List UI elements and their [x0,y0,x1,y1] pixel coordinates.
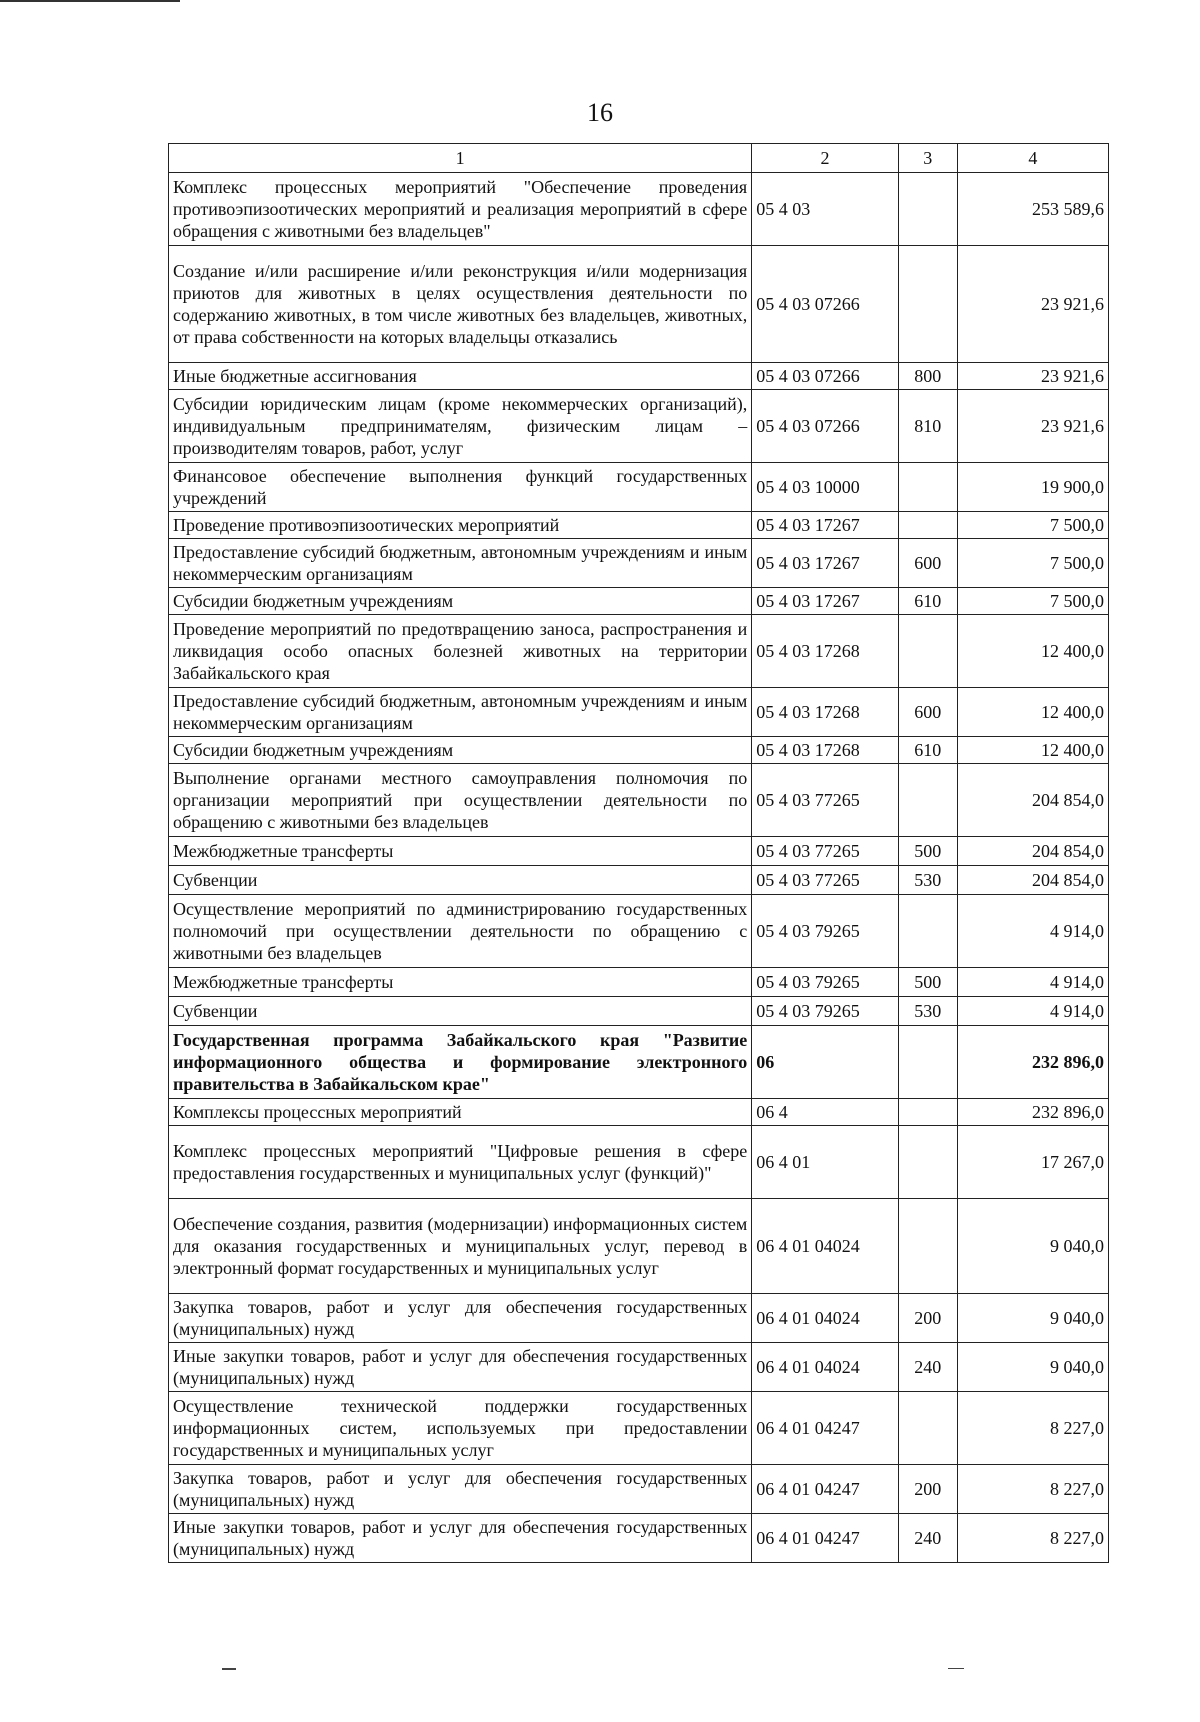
row-amount: 253 589,6 [957,173,1108,246]
row-code: 05 4 03 77265 [752,866,899,895]
row-name: Государственная программа Забайкальского края "Развитие информационного общества и формирование электронного правительства в Забайкальском крае" [169,1026,752,1099]
budget-table [168,143,1109,1563]
footer-dash-right [948,1668,964,1669]
table-row [169,837,1109,866]
row-name: Предоставление субсидий бюджетным, автономным учреждениям и иным некоммерческим организациям [169,688,752,737]
row-code: 05 4 03 79265 [752,895,899,968]
table-row [169,512,1109,539]
row-code: 05 4 03 07266 [752,246,899,363]
row-type: 240 [898,1514,957,1563]
row-amount: 23 921,6 [957,390,1108,463]
column-header: 3 [898,144,957,173]
row-type [898,1392,957,1465]
row-amount: 8 227,0 [957,1465,1108,1514]
row-code: 05 4 03 07266 [752,390,899,463]
column-header: 4 [957,144,1108,173]
row-name: Субвенции [169,997,752,1026]
table-row [169,1199,1109,1294]
row-code: 05 4 03 17267 [752,539,899,588]
row-name: Комплекс процессных мероприятий "Обеспечение проведения противоэпизоотических мероприятий и реализация мероприятий в сфере обращения с животными без владельцев" [169,173,752,246]
row-code: 06 4 01 04247 [752,1514,899,1563]
table-row [169,463,1109,512]
row-code: 05 4 03 17268 [752,615,899,688]
column-header: 1 [169,144,752,173]
table-row [169,997,1109,1026]
table-row [169,1343,1109,1392]
row-amount: 7 500,0 [957,588,1108,615]
row-name: Осуществление мероприятий по администрированию государственных полномочий при осуществлении деятельности по обращению с животными без владельцев [169,895,752,968]
row-amount: 204 854,0 [957,837,1108,866]
row-name: Иные закупки товаров, работ и услуг для обеспечения государственных (муниципальных) нужд [169,1514,752,1563]
row-name: Финансовое обеспечение выполнения функций государственных учреждений [169,463,752,512]
row-name: Межбюджетные трансферты [169,968,752,997]
row-type: 530 [898,866,957,895]
top-rule [0,0,180,2]
row-type [898,615,957,688]
row-type: 240 [898,1343,957,1392]
row-amount: 9 040,0 [957,1199,1108,1294]
row-name: Предоставление субсидий бюджетным, автономным учреждениям и иным некоммерческим организациям [169,539,752,588]
table-row [169,764,1109,837]
row-amount: 4 914,0 [957,968,1108,997]
row-type [898,895,957,968]
row-name: Комплексы процессных мероприятий [169,1099,752,1126]
footer-dash-left [222,1668,236,1670]
row-amount: 232 896,0 [957,1026,1108,1099]
row-amount: 23 921,6 [957,363,1108,390]
row-name: Субвенции [169,866,752,895]
row-type [898,764,957,837]
row-name: Создание и/или расширение и/или реконструкция и/или модернизация приютов для животных в целях осуществления деятельности по содержанию животных, в том числе животных без владельцев, животных, от права собственности на которых владельцы отказались [169,246,752,363]
table-row [169,895,1109,968]
table-row [169,246,1109,363]
row-code: 05 4 03 07266 [752,363,899,390]
row-code: 05 4 03 79265 [752,968,899,997]
row-name: Закупка товаров, работ и услуг для обеспечения государственных (муниципальных) нужд [169,1465,752,1514]
row-name: Межбюджетные трансферты [169,837,752,866]
row-name: Субсидии бюджетным учреждениям [169,588,752,615]
row-amount: 19 900,0 [957,463,1108,512]
table-row [169,737,1109,764]
row-name: Субсидии юридическим лицам (кроме некоммерческих организаций), индивидуальным предпринимателям, физическим лицам – производителям товаров, работ, услуг [169,390,752,463]
row-code: 05 4 03 17267 [752,512,899,539]
row-type: 610 [898,737,957,764]
row-code: 06 4 01 04247 [752,1392,899,1465]
row-amount: 232 896,0 [957,1099,1108,1126]
row-code: 05 4 03 77265 [752,764,899,837]
table-row [169,363,1109,390]
row-code: 06 [752,1026,899,1099]
table-row [169,1465,1109,1514]
row-code: 05 4 03 17268 [752,688,899,737]
row-amount: 4 914,0 [957,895,1108,968]
row-type [898,1126,957,1199]
row-code: 06 4 01 04024 [752,1343,899,1392]
row-type [898,1099,957,1126]
row-code: 05 4 03 77265 [752,837,899,866]
row-amount: 7 500,0 [957,539,1108,588]
row-amount: 17 267,0 [957,1126,1108,1199]
row-code: 06 4 [752,1099,899,1126]
table-row [169,1392,1109,1465]
row-type: 200 [898,1294,957,1343]
row-type: 500 [898,837,957,866]
table-row [169,688,1109,737]
row-type [898,1199,957,1294]
row-amount: 12 400,0 [957,688,1108,737]
row-amount: 7 500,0 [957,512,1108,539]
table-row-program [169,1026,1109,1099]
row-code: 06 4 01 04024 [752,1294,899,1343]
row-type [898,1026,957,1099]
row-name: Субсидии бюджетным учреждениям [169,737,752,764]
row-code: 06 4 01 [752,1126,899,1199]
row-name: Проведение противоэпизоотических мероприятий [169,512,752,539]
row-amount: 23 921,6 [957,246,1108,363]
row-type: 600 [898,539,957,588]
table-row [169,1099,1109,1126]
row-type: 530 [898,997,957,1026]
table-row [169,866,1109,895]
row-amount: 8 227,0 [957,1392,1108,1465]
row-name: Осуществление технической поддержки государственных информационных систем, используемых при предоставлении государственных и муниципальных услуг [169,1392,752,1465]
row-name: Иные закупки товаров, работ и услуг для обеспечения государственных (муниципальных) нужд [169,1343,752,1392]
table-row [169,1294,1109,1343]
row-amount: 8 227,0 [957,1514,1108,1563]
row-amount: 9 040,0 [957,1343,1108,1392]
row-amount: 204 854,0 [957,866,1108,895]
row-code: 05 4 03 17267 [752,588,899,615]
row-amount: 4 914,0 [957,997,1108,1026]
row-type [898,463,957,512]
row-name: Обеспечение создания, развития (модернизации) информационных систем для оказания государственных и муниципальных услуг, перевод в электронный формат государственных и муниципальных услуг [169,1199,752,1294]
table-row [169,539,1109,588]
row-name: Иные бюджетные ассигнования [169,363,752,390]
row-type [898,246,957,363]
row-name: Проведение мероприятий по предотвращению заноса, распространения и ликвидация особо опасных болезней животных на территории Забайкальского края [169,615,752,688]
row-type: 610 [898,588,957,615]
row-code: 05 4 03 79265 [752,997,899,1026]
row-name: Комплекс процессных мероприятий "Цифровые решения в сфере предоставления государственных и муниципальных услуг (функций)" [169,1126,752,1199]
row-type: 600 [898,688,957,737]
table-row [169,1126,1109,1199]
table-row [169,968,1109,997]
row-name: Выполнение органами местного самоуправления полномочия по организации мероприятий при осуществлении деятельности по обращению с животными без владельцев [169,764,752,837]
column-header: 2 [752,144,899,173]
row-type: 200 [898,1465,957,1514]
row-amount: 9 040,0 [957,1294,1108,1343]
row-code: 05 4 03 17268 [752,737,899,764]
table-row [169,615,1109,688]
table-row [169,588,1109,615]
row-type: 810 [898,390,957,463]
row-code: 05 4 03 10000 [752,463,899,512]
page-number: 16 [587,98,613,127]
row-type [898,173,957,246]
row-amount: 12 400,0 [957,615,1108,688]
row-amount: 12 400,0 [957,737,1108,764]
row-code: 06 4 01 04024 [752,1199,899,1294]
row-type [898,512,957,539]
table-row [169,1514,1109,1563]
table-row [169,390,1109,463]
row-code: 05 4 03 [752,173,899,246]
row-type: 500 [898,968,957,997]
row-code: 06 4 01 04247 [752,1465,899,1514]
table-row [169,173,1109,246]
row-amount: 204 854,0 [957,764,1108,837]
row-name: Закупка товаров, работ и услуг для обеспечения государственных (муниципальных) нужд [169,1294,752,1343]
row-type: 800 [898,363,957,390]
table-header-row [169,144,1109,173]
